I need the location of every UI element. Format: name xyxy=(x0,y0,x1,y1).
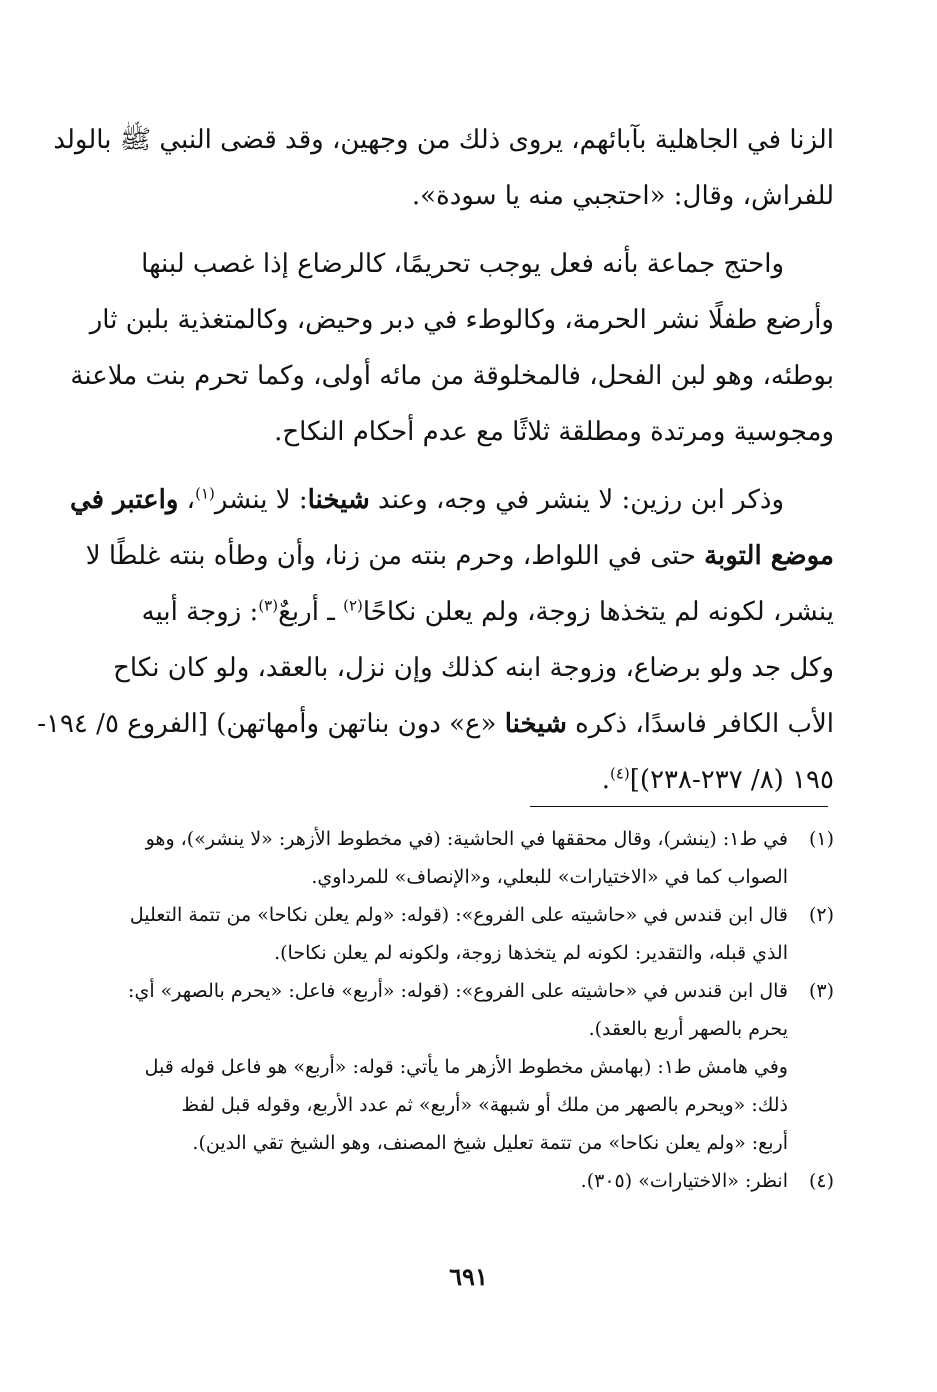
main-text xyxy=(37,112,834,820)
footnote-line: ذلك: «ويحرم بالصهر من ملك أو شبهة» «أربع» ثم عدد الأربع، وقوله قبل لفظ xyxy=(181,1094,788,1116)
text-line: بوطئه، وهو لبن الفحل، فالمخلوقة من مائه أولى، وكما تحرم بنت ملاعنة xyxy=(70,361,834,391)
paragraph-2 xyxy=(70,236,834,460)
text-line: ينشر، لكونه لم يتخذها زوجة، ولم يعلن نكاحًا$^{(٢)}$ ـ أربعٌ$^{(٣)}$: زوجة أبيه xyxy=(141,596,834,627)
text-line: للفراش، وقال: «احتجبي منه يا سودة». xyxy=(411,181,834,211)
footnote-3 xyxy=(98,972,834,1048)
bold-term: شيخنا xyxy=(504,709,567,739)
text-line: واحتج جماعة بأنه فعل يوجب تحريمًا، كالرضاع إذا غصب لبنها xyxy=(141,249,784,279)
footnote-ref[interactable]: (٢) xyxy=(343,596,363,615)
footnote-line: أربع: «ولم يعلن نكاحا» من تتمة تعليل شيخ المصنف، وهو الشيخ تقي الدين). xyxy=(192,1132,788,1154)
text-line: موضع التوبة حتى في اللواط، وحرم بنته من زنا، وأن وطأه بنته غلطًا لا xyxy=(85,541,834,571)
footnote-line: الصواب كما في «الاختيارات» للبعلي، و«الإنصاف» للمرداوي. xyxy=(311,866,788,888)
text-line: وأرضع طفلًا نشر الحرمة، وكالوطء في دبر وحيض، وكالمتغذية بلبن ثار xyxy=(89,305,834,335)
text-line: ١٩٥ (٨/ ٢٣٧-٢٣٨)]$^{(٤)}$. xyxy=(601,764,834,795)
bold-term: واعتبر في xyxy=(69,485,179,515)
footnote-4 xyxy=(98,1162,834,1200)
footnote-number: (٢) xyxy=(808,904,834,926)
footnote-ref[interactable]: (٤) xyxy=(609,764,630,783)
footnote-separator xyxy=(530,806,828,807)
footnote-line: الذي قبله، والتقدير: لكونه لم يتخذها زوجة، ولكونه لم يعلن نكاحا). xyxy=(274,942,788,964)
footnote-ref[interactable]: (١) xyxy=(195,484,215,503)
text-line: الزنا في الجاهلية بآبائهم، يروى ذلك من وجهين، وقد قضى النبي ﷺ بالولد xyxy=(53,125,834,155)
footnotes xyxy=(98,820,834,1200)
footnote-ref[interactable]: (٣) xyxy=(258,596,279,615)
bold-term: شيخنا xyxy=(307,485,370,515)
footnote-3-continuation xyxy=(98,1048,834,1162)
footnote-line: قال ابن قندس في «حاشيته على الفروع»: (قوله: «أربع» فاعل: «يحرم بالصهر» أي: xyxy=(128,980,788,1002)
paragraph-3 xyxy=(37,472,834,808)
footnote-number: (٣) xyxy=(808,980,834,1002)
text-line: ومجوسية ومرتدة ومطلقة ثلاثًا مع عدم أحكام النكاح. xyxy=(274,417,834,447)
text-line: الأب الكافر فاسدًا، ذكره شيخنا «ع» دون بناتهن وأمهاتهن) [الفروع ٥/ ١٩٤- xyxy=(37,709,834,739)
page-number: ٦٩١ xyxy=(449,1262,488,1291)
footnote-1 xyxy=(98,820,834,896)
text-line: وذكر ابن رزين: لا ينشر في وجه، وعند شيخنا: لا ينشر$^{(١)}$، واعتبر في xyxy=(69,484,784,515)
footnote-line: في ط١: (ينشر)، وقال محققها في الحاشية: (في مخطوط الأزهر: «لا ينشر»)، وهو xyxy=(145,828,788,850)
footnote-line: انظر: «الاختيارات» (٣٠٥). xyxy=(580,1170,788,1192)
footnote-2 xyxy=(98,896,834,972)
footnote-line: وفي هامش ط١: (بهامش مخطوط الأزهر ما يأتي: قوله: «أربع» هو فاعل قوله قبل xyxy=(144,1056,788,1078)
footnote-number: (١) xyxy=(808,828,834,850)
footnote-number: (٤) xyxy=(808,1170,834,1192)
footnote-line: يحرم بالصهر أربع بالعقد). xyxy=(588,1018,788,1040)
text-line: وكل جد ولو برضاع، وزوجة ابنه كذلك وإن نزل، بالعقد، ولو كان نكاح xyxy=(113,653,834,683)
paragraph-1 xyxy=(53,112,834,224)
footnote-line: قال ابن قندس في «حاشيته على الفروع»: (قوله: «ولم يعلن نكاحا» من تتمة التعليل xyxy=(129,904,788,926)
bold-term: موضع التوبة xyxy=(704,541,834,571)
